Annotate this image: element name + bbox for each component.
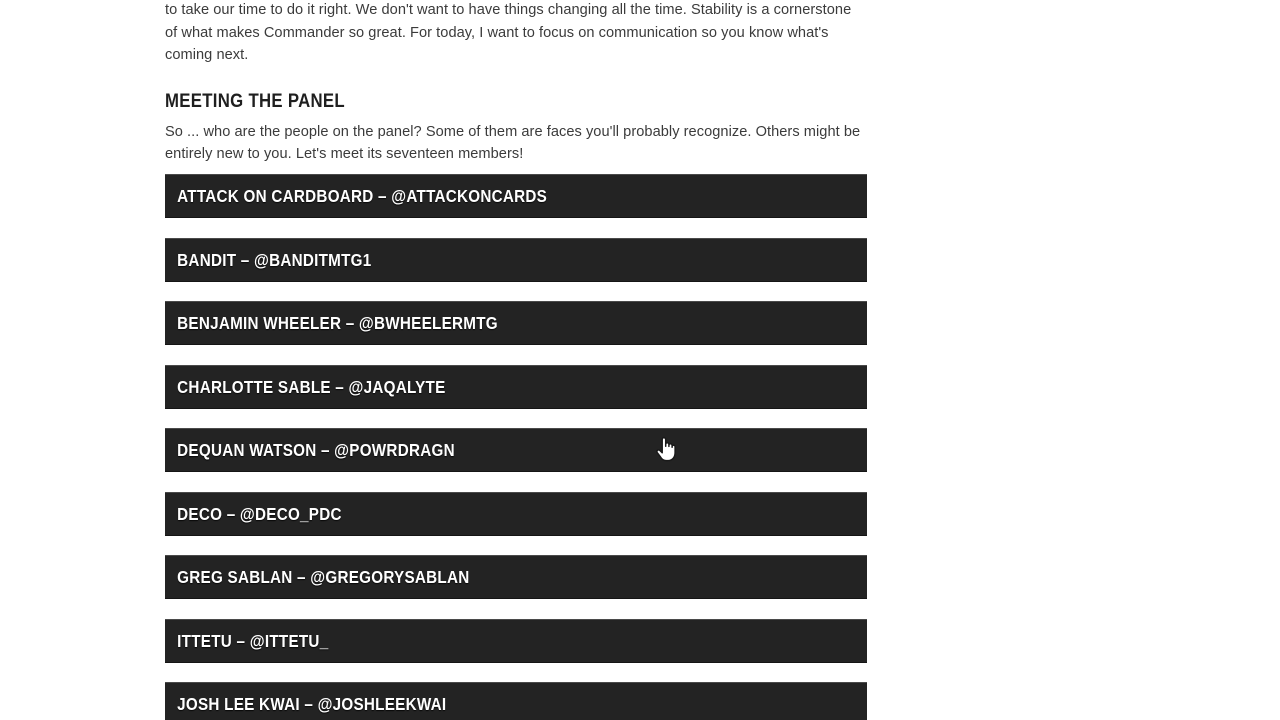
accordion-item-label: CHARLOTTE SABLE – @JAQALYTE — [177, 376, 446, 397]
accordion-item-label: BENJAMIN WHEELER – @BWHEELERMTG — [177, 313, 498, 333]
accordion-item-label: ITTETU – @ITTETU_ — [177, 630, 329, 651]
accordion-item-label: DEQUAN WATSON – @POWRDRAGN — [177, 440, 455, 460]
accordion-item-charlotte-sable[interactable] — [165, 365, 867, 409]
accordion-item-ittetu[interactable] — [165, 619, 867, 663]
accordion-item-deco[interactable] — [165, 492, 867, 536]
accordion-item-dequan-watson[interactable] — [165, 428, 867, 472]
accordion-item-greg-sablan[interactable] — [165, 555, 867, 599]
accordion-item-benjamin-wheeler[interactable] — [165, 301, 867, 345]
accordion-item-label: BANDIT – @BANDITMTG1 — [177, 249, 372, 270]
intro-paragraph: to take our time to do it right. We don't want to have things changing all the time. Stability is a cornerstone of what makes Commander so great. For today, I want to focus on communication so you know what's coming next. — [165, 2, 852, 63]
accordion-item-label: ATTACK ON CARDBOARD – @ATTACKONCARDS — [177, 186, 548, 206]
accordion-item-label: GREG SABLAN – @GREGORYSABLAN — [177, 567, 470, 587]
accordion-item-josh-lee-kwai[interactable] — [165, 682, 867, 720]
accordion-item-label: JOSH LEE KWAI – @JOSHLEEKWAI — [177, 694, 447, 714]
accordion-item-label: DECO – @DECO_PDC — [177, 503, 342, 524]
accordion-item-attack-on-cardboard[interactable] — [165, 174, 867, 218]
panel-members-accordion — [165, 174, 867, 720]
section-paragraph: So ... who are the people on the panel? Some of them are faces you'll probably recognize. Others might be entirely new to you. Let's meet its seventeen members! — [165, 123, 861, 162]
article-content-column — [165, 0, 867, 166]
page-title: MEETING THE PANEL — [165, 89, 345, 112]
accordion-item-bandit[interactable] — [165, 238, 867, 282]
